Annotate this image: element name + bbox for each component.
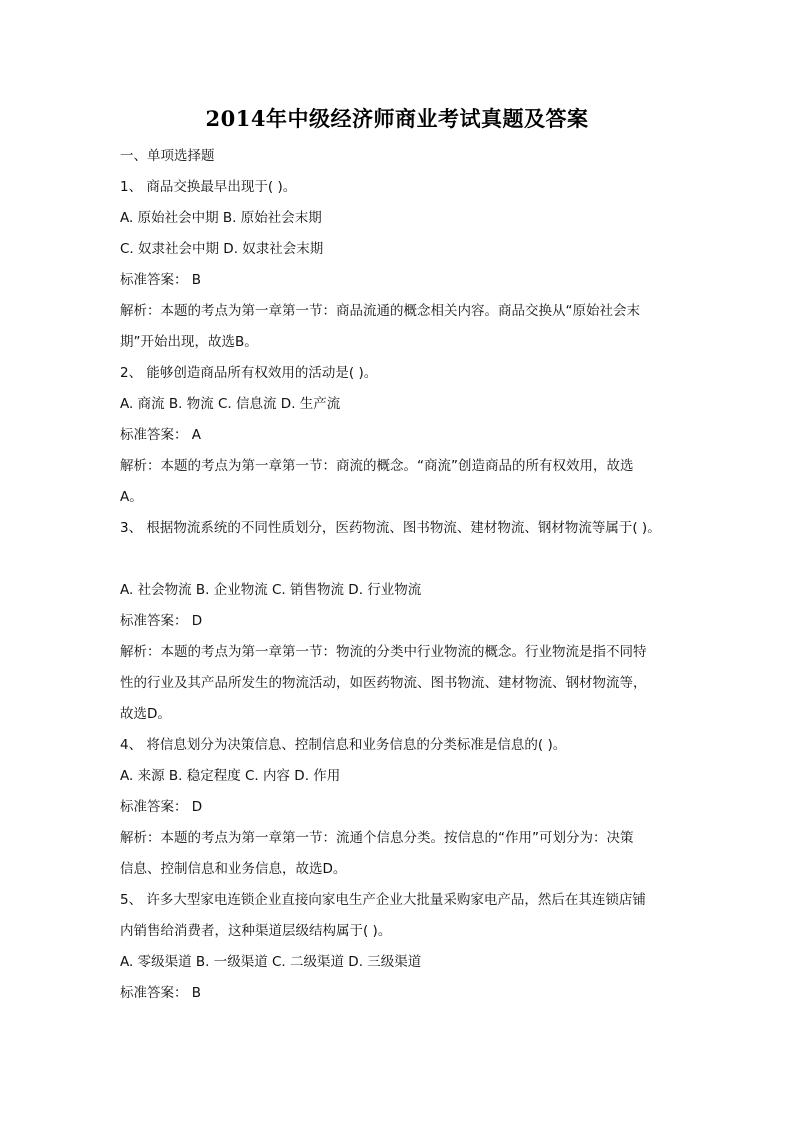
analysis-text: 性的行业及其产品所发生的物流活动，如医药物流、图书物流、建材物流、钢材物流等， [120,675,647,691]
standard-answer: 标准答案： B [120,985,202,1001]
analysis-text: A。 [120,489,143,505]
answer-options: A. 商流 B. 物流 C. 信息流 D. 生产流 [120,396,341,412]
standard-answer: 标准答案： B [120,272,202,288]
analysis-text: 解析：本题的考点为第一章第一节：商品流通的概念相关内容。商品交换从“原始社会末 [120,303,640,319]
answer-options: A. 来源 B. 稳定程度 C. 内容 D. 作用 [120,768,341,784]
answer-options: A. 零级渠道 B. 一级渠道 C. 二级渠道 D. 三级渠道 [120,954,422,970]
standard-answer: 标准答案： D [120,613,203,629]
question-text: 2、 能够创造商品所有权效用的活动是( )。 [120,365,378,381]
question-text: 5、 许多大型家电连锁企业直接向家电生产企业大批量采购家电产品，然后在其连锁店铺 [120,892,646,908]
answer-options: A. 原始社会中期 B. 原始社会末期 [120,210,322,226]
analysis-text: 解析：本题的考点为第一章第一节：物流的分类中行业物流的概念。行业物流是指不同特 [120,644,647,660]
analysis-text: 期”开始出现，故选B。 [120,334,258,350]
section-heading: 一、单项选择题 [120,148,215,164]
document-title: 2014年中级经济师商业考试真题及答案 [205,106,589,131]
question-text: 4、 将信息划分为决策信息、控制信息和业务信息的分类标准是信息的( )。 [120,737,567,753]
question-text: 1、 商品交换最早出现于( )。 [120,179,297,195]
analysis-text: 解析：本题的考点为第一章第一节：商流的概念。“商流”创造商品的所有权效用，故选 [120,458,634,474]
standard-answer: 标准答案： D [120,799,203,815]
analysis-text: 故选D。 [120,706,171,722]
answer-options: C. 奴隶社会中期 D. 奴隶社会末期 [120,241,324,257]
answer-options: A. 社会物流 B. 企业物流 C. 销售物流 D. 行业物流 [120,582,422,598]
question-text: 内销售给消费者，这种渠道层级结构属于( )。 [120,923,392,939]
standard-answer: 标准答案： A [120,427,202,443]
analysis-text: 解析：本题的考点为第一章第一节：流通个信息分类。按信息的“作用”可划分为：决策 [120,830,634,846]
analysis-text: 信息、控制信息和业务信息，故选D。 [120,861,347,877]
question-text: 3、 根据物流系统的不同性质划分，医药物流、图书物流、建材物流、钢材物流等属于( )。 [120,520,661,536]
